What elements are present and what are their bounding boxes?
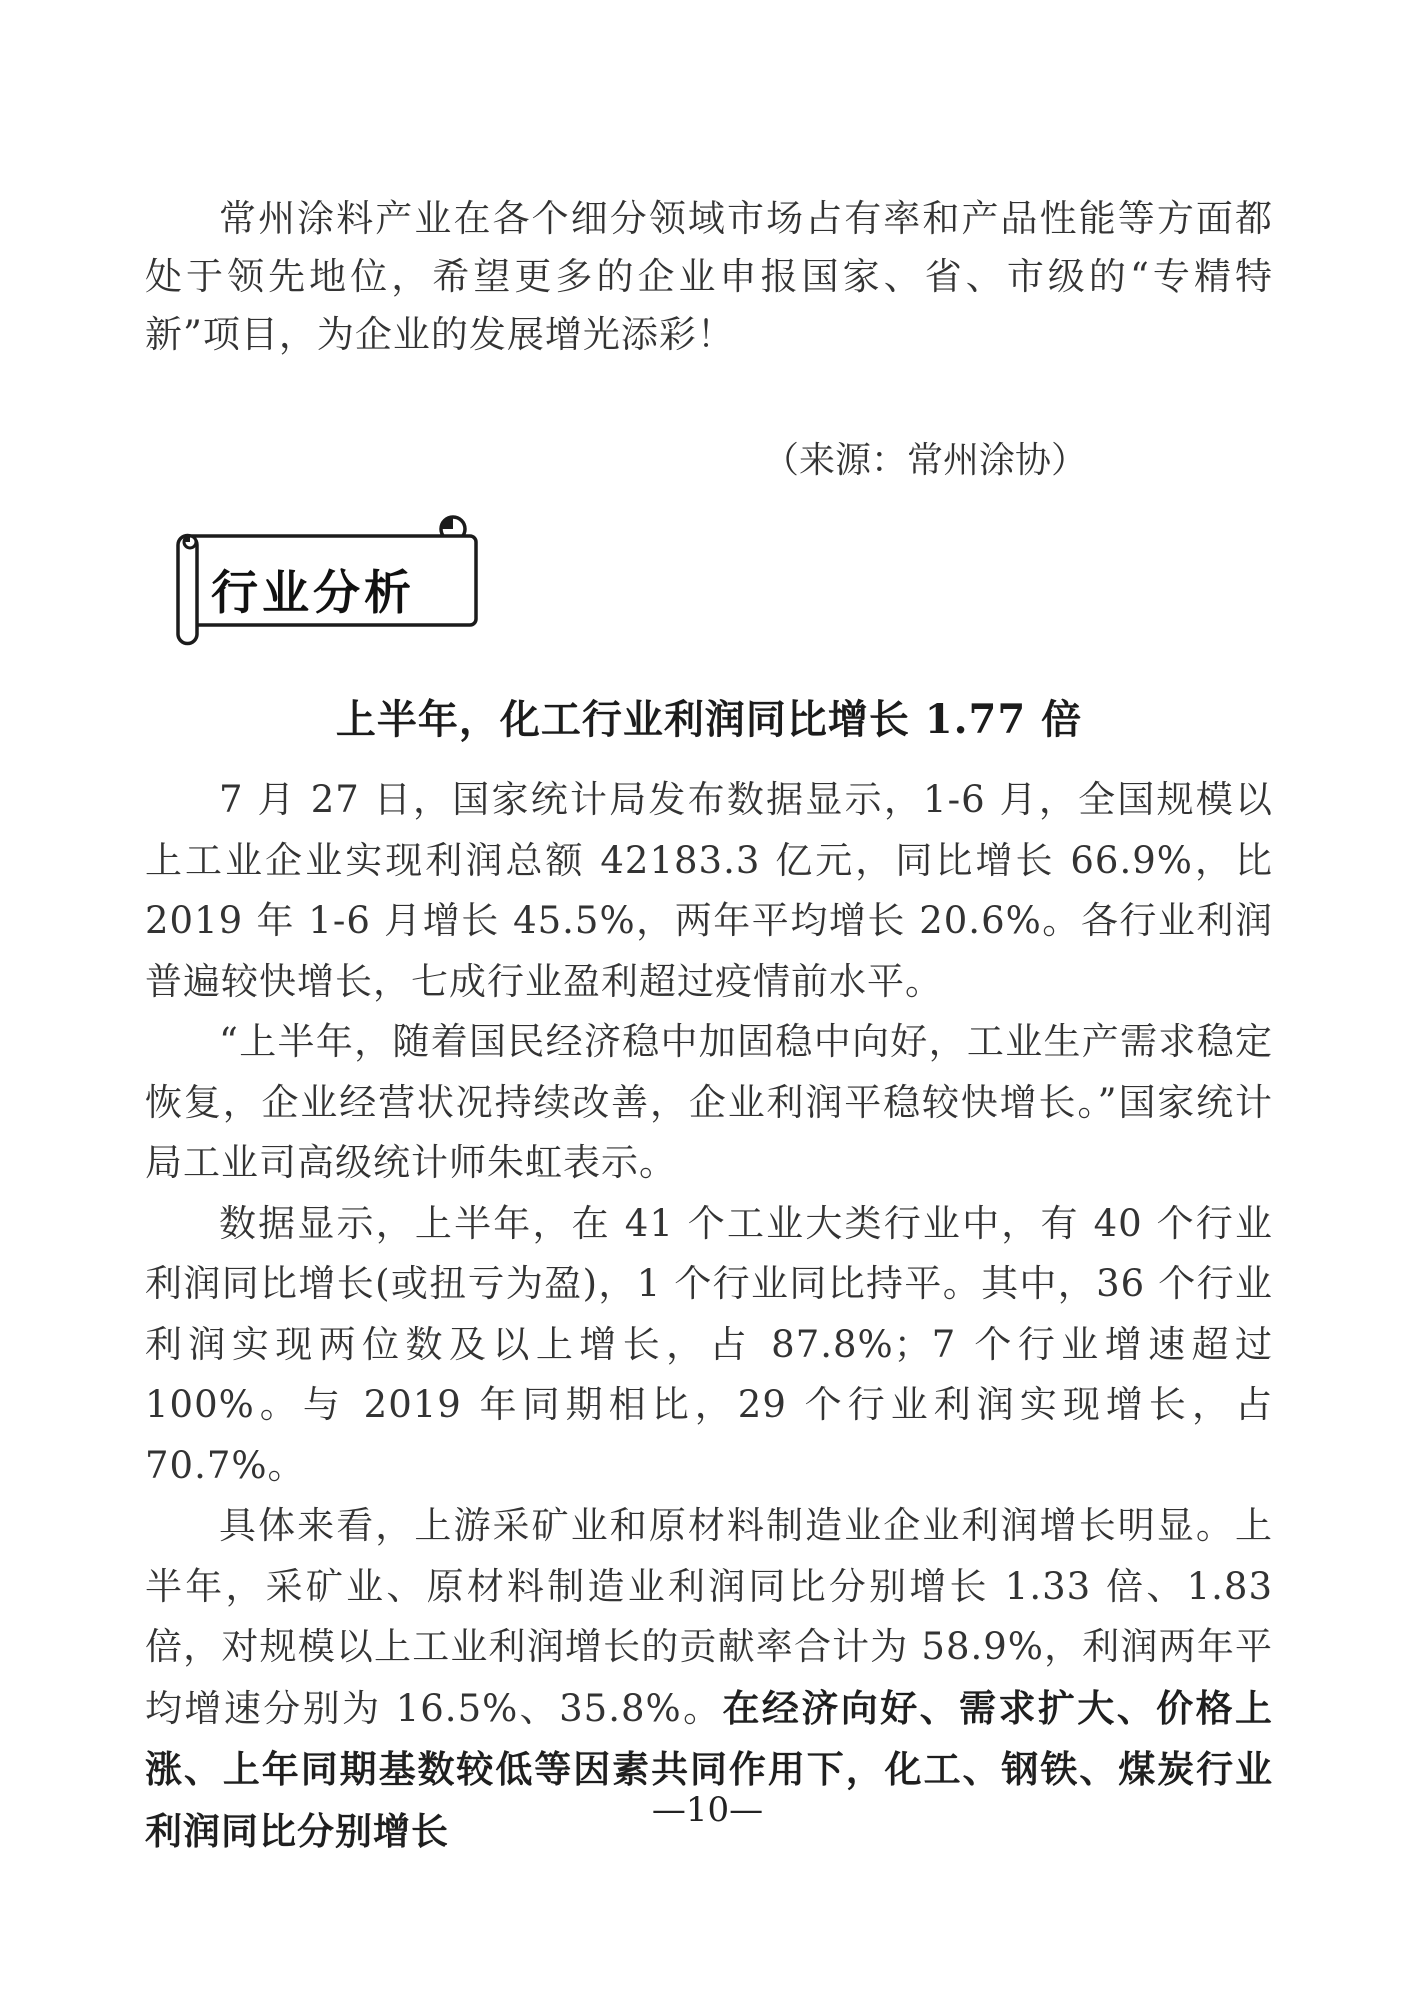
body-paragraph-1: 7 月 27 日，国家统计局发布数据显示，1-6 月，全国规模以上工业企业实现利润总额 42183.3 亿元，同比增长 66.9%，比 2019 年 1-6 月增长 45.5%，两年平均增长 20.6%。各行业利润普遍较快增长，七成行业盈利超过疫情前水平。 bbox=[145, 778, 1273, 1003]
body-paragraph-2: “上半年，随着国民经济稳中加固稳中向好，工业生产需求稳定恢复，企业经营状况持续改善，企业利润平稳较快增长。”国家统计局工业司高级统计师朱虹表示。 bbox=[145, 1020, 1273, 1184]
page-number: —10— bbox=[651, 1790, 764, 1830]
closing-paragraph-normal: 具体来看，上游采矿业和原材料制造业企业利润增长明显。上半年，采矿业、原材料制造业利润同比分别增长 1.33 倍、1.83 倍，对规模以上工业利润增长的贡献率合计为 58.9%，利润两年平均增速分别为 16.5%、35.8%。 bbox=[145, 1504, 1273, 1730]
intro-paragraph: 常州涂料产业在各个细分领域市场占有率和产品性能等方面都处于领先地位，希望更多的企业申报国家、省、市级的“专精特新”项目，为企业的发展增光添彩！ bbox=[145, 197, 1273, 356]
source-attribution: （来源：常州涂协） bbox=[762, 440, 1087, 481]
closing-paragraph-bold: 在经济向好、需求扩大、价格上涨、上年同期基数较低等因素共同作用下，化工、钢铁、煤炭行业利润同比分别增长 bbox=[145, 1685, 1274, 1853]
body-paragraph-3: 数据显示，上半年，在 41 个工业大类行业中，有 40 个行业利润同比增长(或扭亏为盈)，1 个行业同比持平。其中，36 个行业利润实现两位数及以上增长，占 87.8%；7 个行业增速超过 100%。与 2019 年同期相比，29 个行业利润实现增长，占 70.7%。 bbox=[145, 1201, 1273, 1487]
section-banner-label: 行业分析 bbox=[211, 566, 415, 621]
section-banner bbox=[143, 512, 483, 652]
article-title: 上半年，化工行业利润同比增长 1.77 倍 bbox=[335, 696, 1083, 743]
article-body bbox=[145, 770, 1273, 1862]
